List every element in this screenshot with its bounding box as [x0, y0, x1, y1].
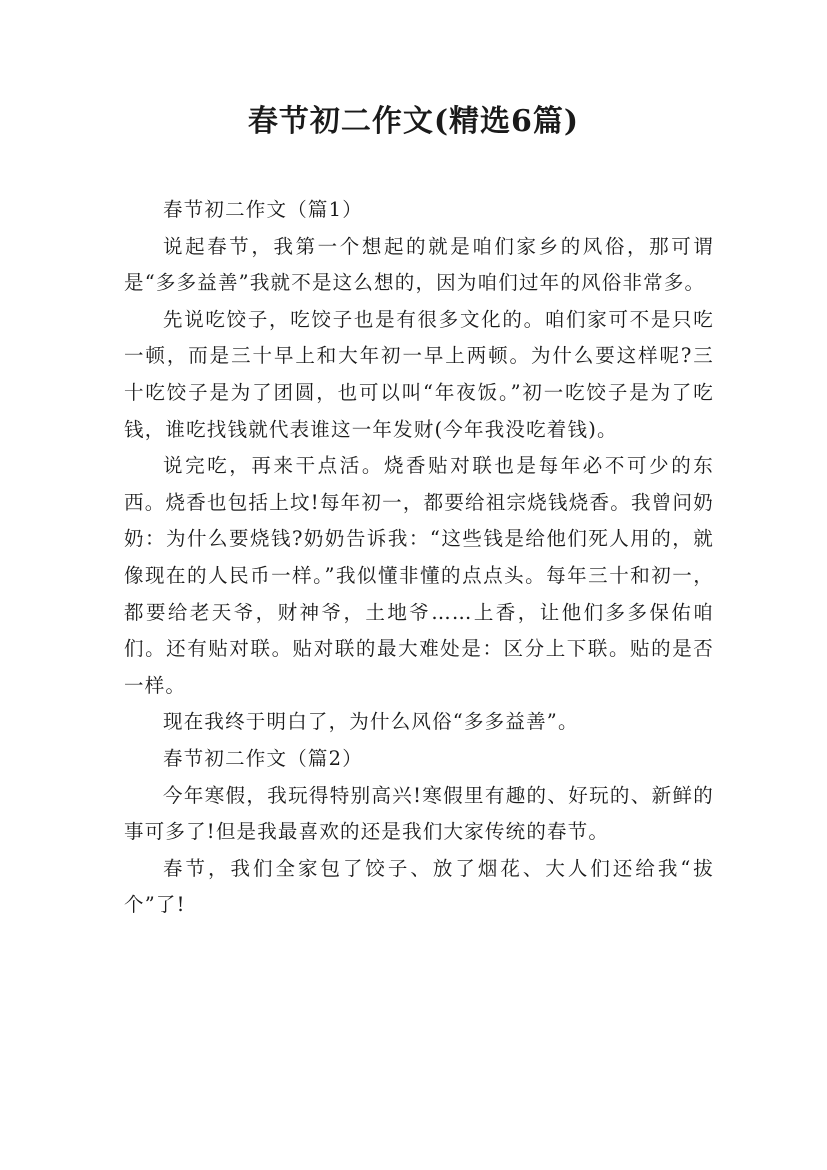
paragraph: 春节，我们全家包了饺子、放了烟花、大人们还给我“拔个”了! [124, 856, 714, 917]
section-heading: 春节初二作文（篇2） [163, 746, 363, 770]
paragraph: 先说吃饺子，吃饺子也是有很多文化的。咱们家可不是只吃一顿，而是三十早上和大年初一早上两顿。为什么要这样呢?三十吃饺子是为了团圆，也可以叫“年夜饭。”初一吃饺子是为了吃钱，谁吃找钱就代表谁这一年发财(今年我没吃着钱)。 [124, 307, 714, 441]
paragraph: 说完吃，再来干点活。烧香贴对联也是每年必不可少的东西。烧香也包括上坟!每年初一，都要给祖宗烧钱烧香。我曾问奶奶：为什么要烧钱?奶奶告诉我：“这些钱是给他们死人用的，就像现在的人民币一样。”我似懂非懂的点点头。每年三十和初一，都要给老天爷，财神爷，土地爷……上香，让他们多多保佑咱们。还有贴对联。贴对联的最大难处是：区分上下联。贴的是否一样。 [124, 454, 714, 697]
document-body [124, 192, 714, 924]
document-title: 春节初二作文(精选6篇) [247, 104, 580, 139]
paragraph: 现在我终于明白了，为什么风俗“多多益善”。 [163, 710, 579, 734]
paragraph: 今年寒假，我玩得特别高兴!寒假里有趣的、好玩的、新鲜的事可多了!但是我最喜欢的还是我们大家传统的春节。 [124, 783, 714, 844]
section-heading: 春节初二作文（篇1） [163, 198, 363, 221]
paragraph: 说起春节，我第一个想起的就是咱们家乡的风俗，那可谓是“多多益善”我就不是这么想的，因为咱们过年的风俗非常多。 [124, 234, 714, 295]
